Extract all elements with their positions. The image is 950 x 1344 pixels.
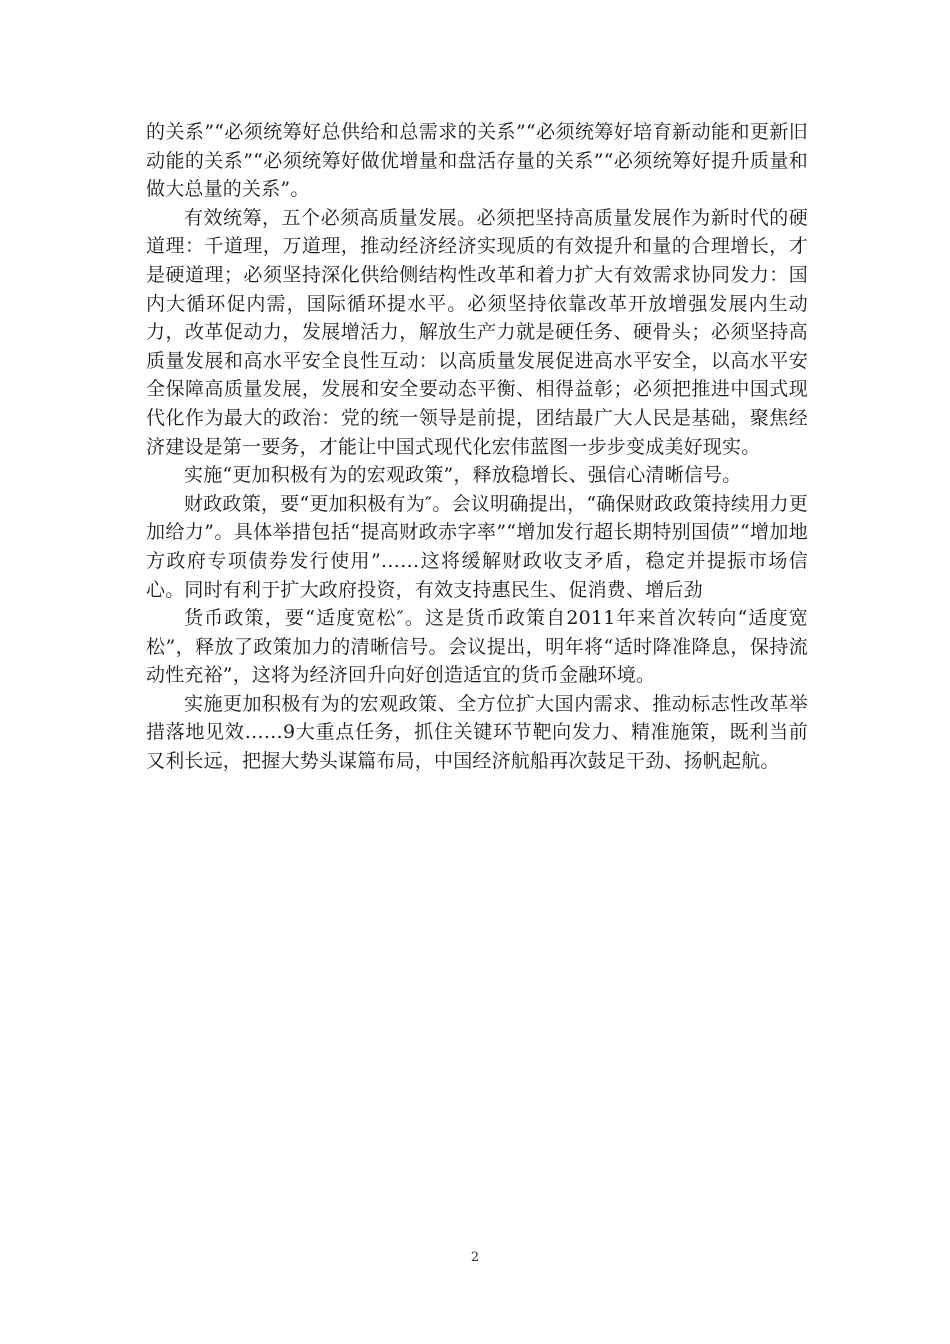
- paragraph-3: 实施“更加积极有为的宏观政策”，释放稳增长、强信心清晰信号。: [184, 464, 742, 487]
- page-number: 2: [470, 1250, 480, 1265]
- paragraph-5: 货币政策，要“适度宽松″。这是货币政策自2011年来首次转向“适度宽松”，释放了政策加力的清晰信号。会议提出，明年将“适时降准降息，保持流动性充裕”，这将为经济回升向好创造适宜的货币金融环境。: [146, 607, 808, 687]
- paragraph-6: 实施更加积极有为的宏观政策、全方位扩大国内需求、推动标志性改革举措落地见效……9大重点任务，抓住关键环节靶向发力、精准施策，既利当前又利长远，把握大势头谋篇布局，中国经济航船再次鼓足干劲、扬帆起航。: [146, 692, 808, 773]
- document-body: [146, 118, 808, 776]
- paragraph-4: 财政政策，要“更加积极有为″。会议明确提出，“确保财政政策持续用力更加给力”。具体举措包括“提高财政赤字率”“增加发行超长期特别国债”“增加地方政府专项债券发行使用”……这将缓解财政收支矛盾，稳定并提振市场信心。同时有利于扩大政府投资，有效支持惠民生、促消费、增后劲: [146, 492, 808, 601]
- paragraph-2: 有效统筹，五个必须高质量发展。必须把坚持高质量发展作为新时代的硬道理：千道理，万道理，推动经济经济实现质的有效提升和量的合理增长，才是硬道理；必须坚持深化供给侧结构性改革和着力扩大有效需求协同发力：国内大循环促内需，国际循环提水平。必须坚持依靠改革开放增强发展内生动力，改革促动力，发展增活力，解放生产力就是硬任务、硬骨头；必须坚持高质量发展和高水平安全良性互动：以高质量发展促进高水平安全，以高水平安全保障高质量发展，发展和安全要动态平衡、相得益彰；必须把推进中国式现代化作为最大的政治：党的统一领导是前提，团结最广大人民是基础，聚焦经济建设是第一要务，才能让中国式现代化宏伟蓝图一步步变成美好现实。: [146, 206, 808, 458]
- paragraph-1: 的关系”“必须统筹好总供给和总需求的关系”“必须统筹好培育新动能和更新旧动能的关系”“必须统筹好做优增量和盘活存量的关系”“必须统筹好提升质量和做大总量的关系”。: [146, 121, 808, 201]
